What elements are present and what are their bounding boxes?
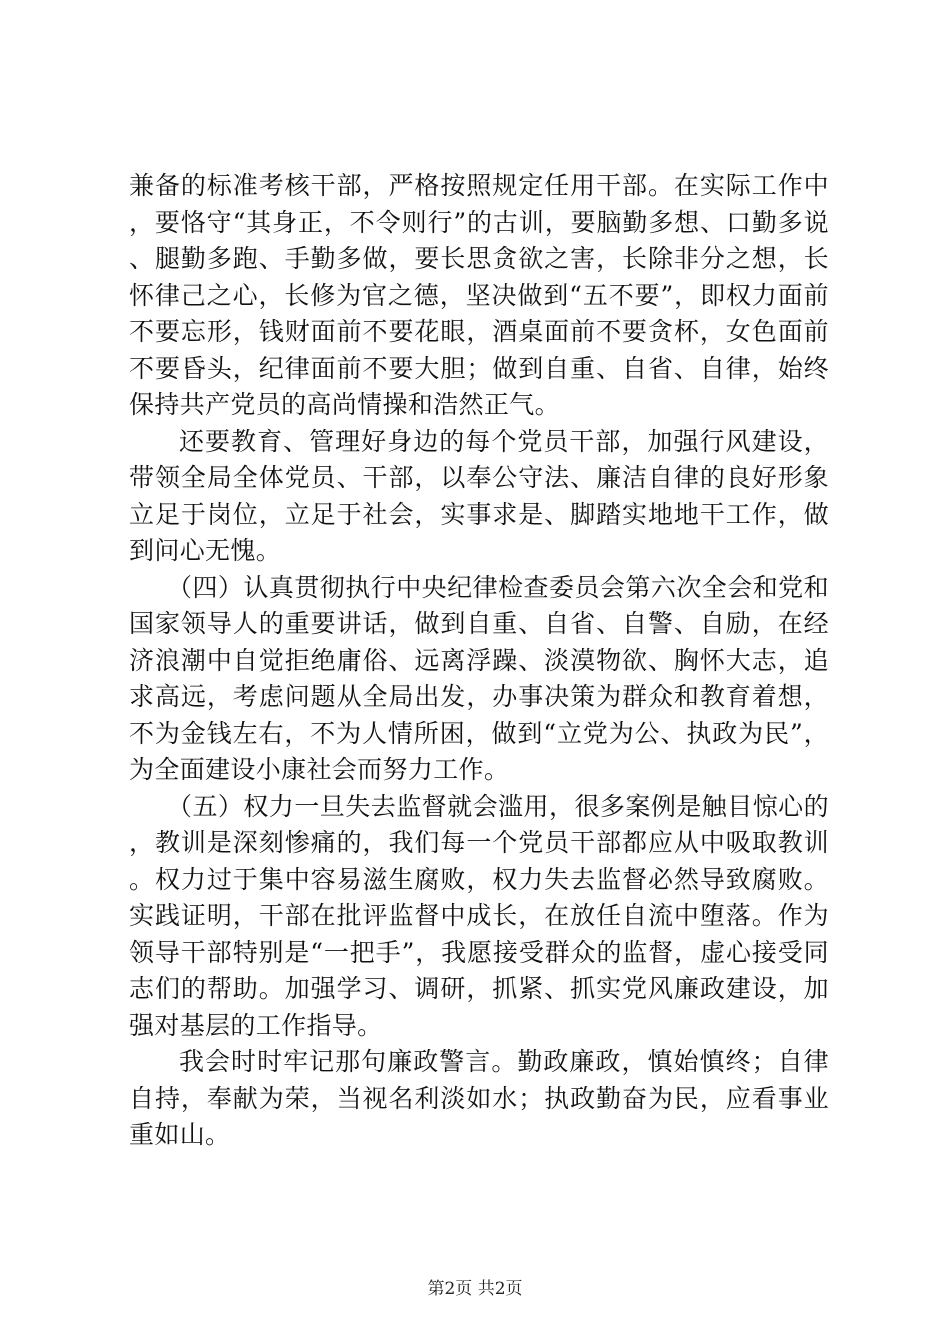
document-body — [129, 168, 829, 1154]
page-number-footer: 第2页 共2页 — [427, 1279, 523, 1299]
paragraph-closing: 我会时时牢记那句廉政警言。勤政廉政，慎始慎终；自律自持，奉献为荣，当视名利淡如水；执政勤奋为民，应看事业重如山。 — [129, 1047, 829, 1149]
paragraph-conduct: 还要教育、管理好身边的每个党员干部，加强行风建设，带领全局全体党员、干部，以奉公守法、廉洁自律的良好形象立足于岗位，立足于社会，实事求是、脚踏实地地干工作，做到问心无愧。 — [129, 426, 829, 565]
paragraph-section-four: （四）认真贯彻执行中央纪律检查委员会第六次全会和党和国家领导人的重要讲话，做到自重、自省、自警、自励，在经济浪潮中自觉拒绝庸俗、远离浮躁、淡漠物欲、胸怀大志，追求高远，考虑问题从全局出发，办事决策为群众和教育着想，不为金钱左右，不为人情所困，做到“立党为公、执政为民”，为全面建设小康社会而努力工作。 — [129, 572, 829, 784]
paragraph-continuation: 兼备的标准考核干部，严格按照规定任用干部。在实际工作中，要恪守“其身正，不令则行”的古训，要脑勤多想、口勤多说、腿勤多跑、手勤多做，要长思贪欲之害，长除非分之想，长怀律己之心，长修为官之德，坚决做到“五不要”，即权力面前不要忘形，钱财面前不要花眼，酒桌面前不要贪杯，女色面前不要昏头，纪律面前不要大胆；做到自重、自省、自律，始终保持共产党员的高尚情操和浩然正气。 — [129, 171, 829, 419]
paragraph-section-five: （五）权力一旦失去监督就会滥用，很多案例是触目惊心的，教训是深刻惨痛的，我们每一个党员干部都应从中吸取教训。权力过于集中容易滋生腐败，权力失去监督必然导致腐败。实践证明，干部在批评监督中成长，在放任自流中堕落。作为领导干部特别是“一把手”，我愿接受群众的监督，虚心接受同志们的帮助。加强学习、调研，抓紧、抓实党风廉政建设，加强对基层的工作指导。 — [129, 791, 829, 1040]
